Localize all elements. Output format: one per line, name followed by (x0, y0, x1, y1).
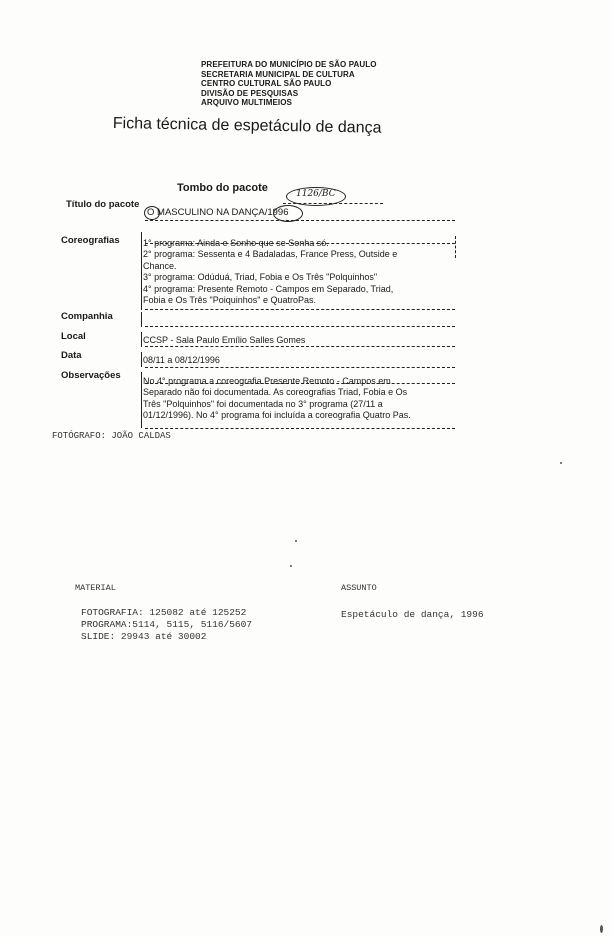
margin-bar (141, 372, 142, 428)
tombo-label: Tombo do pacote (177, 182, 268, 194)
data-label: Data (61, 350, 82, 361)
scan-speck (290, 565, 292, 567)
assunto-label: ASSUNTO (341, 583, 377, 593)
list-item: Fobia e Os Três "Poiquinhos" e QuatroPas. (143, 295, 316, 306)
scan-speck (560, 462, 562, 464)
material-item: PROGRAMA:5114, 5115, 5116/5607 (81, 619, 253, 630)
list-item: 1° programa: Ainda e Sonho que se Sonha só. (143, 238, 329, 248)
right-bar (455, 236, 456, 258)
text-line: Separado não foi documentada. As coreografias Triad, Fobia e Os (143, 387, 408, 398)
header-line: PREFEITURA DO MUNICÍPIO DE SÃO PAULO (201, 60, 377, 69)
margin-bar (141, 332, 142, 347)
scan-speck (295, 540, 297, 542)
underline (145, 220, 455, 221)
material-item: SLIDE: 29943 até 30002 (81, 631, 207, 642)
assunto-value: Espetáculo de dança, 1996 (341, 609, 484, 620)
header-line: DIVISÃO DE PESQUISAS (201, 88, 299, 98)
observacoes-label: Observações (61, 370, 121, 381)
coreografias-list (143, 238, 397, 306)
titulo-label: Título do pacote (66, 199, 140, 210)
material-list (81, 607, 252, 643)
titulo-value: O MASCULINO NA DANÇA/1996 (147, 207, 289, 218)
list-item: 4° programa: Presente Remoto - Campos em Separado, Triad, (143, 283, 394, 294)
list-item: Chance. (143, 260, 177, 271)
material-item: FOTOGRAFIA: 125082 até 125252 (81, 607, 247, 618)
underline (145, 383, 455, 384)
header-line: SECRETARIA MUNICIPAL DE CULTURA (201, 69, 355, 79)
local-label: Local (61, 331, 86, 342)
underline (145, 326, 455, 327)
underline (283, 203, 383, 204)
margin-bar (141, 352, 142, 367)
margin-bar (141, 312, 142, 327)
underline (145, 243, 455, 244)
list-item: 2° programa: Sessenta e 4 Badaladas, France Press, Outside e (143, 249, 398, 260)
text-line: 01/12/1996). No 4° programa foi incluída a coreografia Quatro Pas. (143, 410, 411, 421)
underline (145, 367, 455, 368)
underline (145, 309, 455, 310)
form-title: Ficha técnica de espetáculo de dança (112, 115, 382, 137)
underline (145, 346, 455, 347)
local-value: CCSP - Sala Paulo Emílio Salles Gomes (143, 335, 306, 345)
text-line: Três "Polquinhos" foi documentada no 3° programa (27/11 a (143, 398, 383, 409)
text-line: No 4° programa a coreografia Presente Remoto - Campos em (143, 376, 391, 386)
fotografo-line: FOTÓGRAFO: JOÃO CALDAS (52, 431, 171, 441)
letterhead (201, 60, 377, 108)
material-label: MATERIAL (75, 583, 116, 593)
data-value: 08/11 a 08/12/1996 (143, 355, 220, 365)
companhia-label: Companhia (61, 311, 113, 322)
header-line: CENTRO CULTURAL SÃO PAULO (201, 79, 332, 88)
underline (145, 428, 455, 429)
margin-bar (141, 232, 142, 310)
list-item: 3° programa: Odúduá, Triad, Fobia e Os Três "Polquinhos" (143, 272, 378, 283)
header-line: ARQUIVO MULTIMEIOS (201, 98, 292, 107)
coreografias-label: Coreografias (61, 235, 120, 246)
scan-speck (600, 925, 603, 933)
tombo-value: 1126/BC (296, 189, 336, 199)
